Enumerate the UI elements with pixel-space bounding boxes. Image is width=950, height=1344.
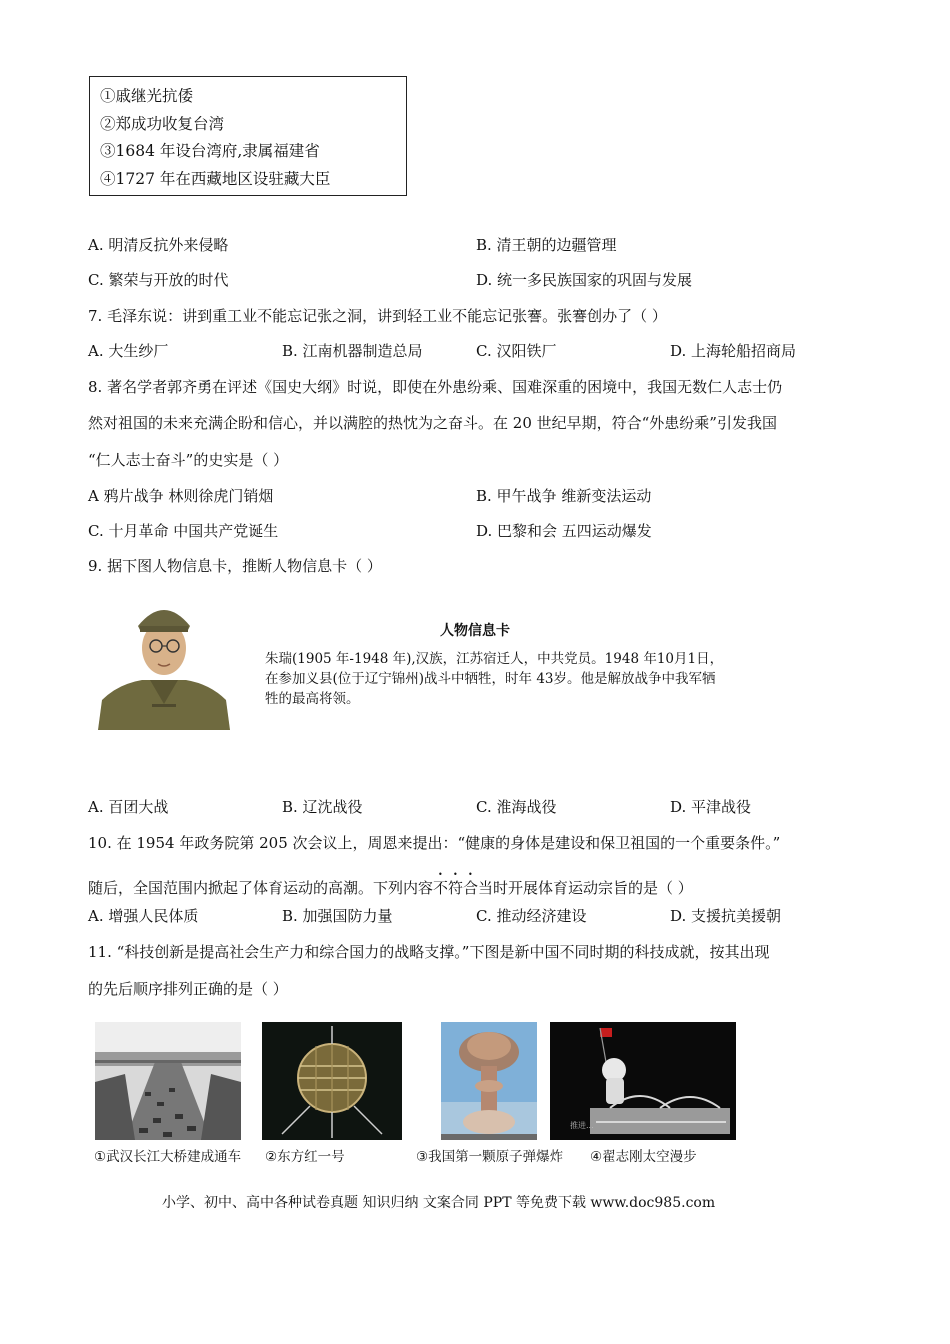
photo-atomic-bomb	[441, 1022, 537, 1140]
q10-option-b[interactable]: B. 加强国防力量	[282, 907, 393, 925]
caption-spacewalk: ④翟志刚太空漫步	[590, 1149, 697, 1165]
caption-dongfanghong: ②东方红一号	[265, 1149, 345, 1165]
info-card-title: 人物信息卡	[440, 623, 510, 639]
q10-option-d[interactable]: D. 支援抗美援朝	[670, 907, 782, 925]
q8-stem-line2: 然对祖国的未来充满企盼和信心，并以满腔的热忱为之奋斗。在 20 世纪早期，符合“外患纷乘”引发我国	[88, 414, 777, 432]
q11-stem-line1: 11. “科技创新是提高社会生产力和综合国力的战略支撑。”下图是新中国不同时期的科技成就，按其出现	[88, 943, 770, 961]
q8-option-b[interactable]: B. 甲午战争 维新变法运动	[476, 487, 652, 505]
q8-stem-line1: 8. 著名学者郭齐勇在评述《国史大纲》时说，即使在外患纷乘、国难深重的困境中，我国无数仁人志士仍	[88, 378, 783, 396]
info-card-text: 朱瑞(1905 年-1948 年),汉族，江苏宿迁人，中共党员。1948 年10月1日，在参加义县(位于辽宁锦州)战斗中牺牲，时年 43岁。他是解放战争中我军牺牲的最高将领。	[265, 651, 724, 707]
q8-option-d[interactable]: D. 巴黎和会 五四运动爆发	[476, 522, 652, 540]
photo-dongfanghong-satellite	[262, 1022, 402, 1140]
q9-option-b[interactable]: B. 辽沈战役	[282, 798, 363, 816]
photo-spacewalk	[550, 1022, 736, 1140]
q7-option-a[interactable]: A. 大生纱厂	[88, 342, 169, 360]
q6-option-a[interactable]: A. 明清反抗外来侵略	[88, 236, 229, 254]
q6-option-b[interactable]: B. 清王朝的边疆管理	[476, 236, 617, 254]
page-footer: 小学、初中、高中各种试卷真题 知识归纳 文案合同 PPT 等免费下载 www.doc985.com	[162, 1195, 716, 1211]
q8-option-c[interactable]: C. 十月革命 中国共产党诞生	[88, 522, 279, 540]
q10-stem-line1: 10. 在 1954 年政务院第 205 次会议上，周恩来提出：“健康的身体是建设和保卫祖国的一个重要条件。”	[88, 834, 781, 852]
event-item: ②郑成功收复台湾	[100, 114, 225, 133]
q10-stem-line2	[88, 870, 693, 898]
q7-option-c[interactable]: C. 汉阳铁厂	[476, 342, 557, 360]
q9-option-d[interactable]: D. 平津战役	[670, 798, 752, 816]
q7-stem: 7. 毛泽东说：讲到重工业不能忘记张之洞，讲到轻工业不能忘记张謇。张謇创办了（ ）	[88, 307, 667, 325]
events-box	[89, 76, 407, 196]
photo-wuhan-bridge	[95, 1022, 241, 1140]
q11-stem-line2: 的先后顺序排列正确的是（ ）	[88, 980, 288, 998]
event-item: ①戚继光抗倭	[100, 87, 194, 105]
event-item: ④1727 年在西藏地区设驻藏大臣	[100, 169, 331, 188]
emphasis-not-match: 不符合	[433, 879, 479, 897]
q10-line2-post: 当时开展体育运动宗旨的是（ ）	[478, 879, 693, 897]
portrait-photo	[98, 592, 230, 730]
event-item: ③1684 年设台湾府,隶属福建省	[100, 142, 320, 160]
q10-line2-pre: 随后，全国范围内掀起了体育运动的高潮。下列内容	[88, 879, 434, 897]
q9-option-a[interactable]: A. 百团大战	[88, 798, 169, 816]
q8-stem-line3: “仁人志士奋斗”的史实是（ ）	[88, 451, 289, 469]
caption-wuhan-bridge: ①武汉长江大桥建成通车	[94, 1149, 242, 1165]
q7-option-b[interactable]: B. 江南机器制造总局	[282, 342, 423, 360]
q6-option-c[interactable]: C. 繁荣与开放的时代	[88, 271, 229, 289]
photo4-watermark: 推进...	[570, 1121, 594, 1130]
q10-option-c[interactable]: C. 推动经济建设	[476, 907, 587, 925]
q7-option-d[interactable]: D. 上海轮船招商局	[670, 342, 797, 360]
q10-option-a[interactable]: A. 增强人民体质	[88, 907, 199, 925]
q9-option-c[interactable]: C. 淮海战役	[476, 798, 557, 816]
q8-option-a[interactable]: A 鸦片战争 林则徐虎门销烟	[88, 487, 274, 505]
q9-stem: 9. 据下图人物信息卡，推断人物信息卡（ ）	[88, 557, 382, 575]
q6-option-d[interactable]: D. 统一多民族国家的巩固与发展	[476, 271, 693, 289]
caption-atomic-bomb: ③我国第一颗原子弹爆炸	[416, 1149, 564, 1165]
